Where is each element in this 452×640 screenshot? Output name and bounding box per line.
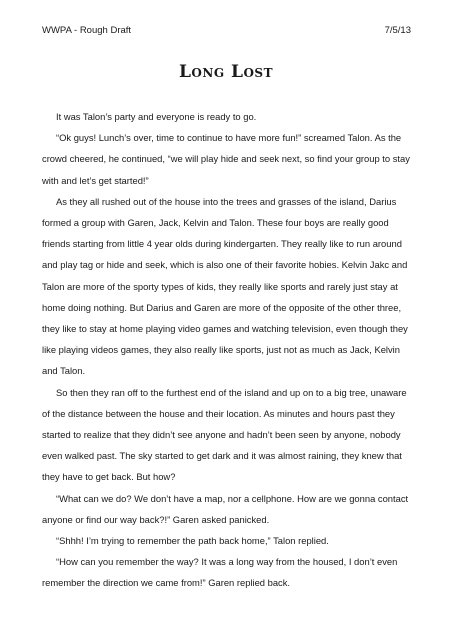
- header-document-label: WWPA - Rough Draft: [42, 25, 132, 36]
- paragraph-5: “What can we do? We don’t have a map, nor a cellphone. How are we gonna contact anyone or find our way back?!” Garen asked panicked.: [42, 492, 409, 525]
- paragraph-4: So then they ran off to the furthest end of the island and up on to a big tree, unaware of the distance between the house and their location. As minutes and hours past they started to realize that they didn’t see anyone and hadn’t been seen by anyone, nobody even walked past. The sky started to get dark and it was almost raining, they knew that they have to get back. But how?: [42, 386, 407, 483]
- story-title: Long Lost: [178, 62, 274, 82]
- header-date: 7/5/13: [384, 25, 411, 36]
- paragraph-6: “Shhh! I’m trying to remember the path back home,” Talon replied.: [56, 535, 329, 547]
- paragraph-1: It was Talon’s party and everyone is ready to go.: [56, 111, 257, 122]
- paragraph-7: “How can you remember the way? It was a long way from the housed, I don’t even remember the direction we came from!” Garen replied back.: [42, 556, 398, 589]
- paragraph-2: “Ok guys! Lunch’s over, time to continue to have more fun!” screamed Talon. As the crowd cheered, he continued, “we will play hide and seek next, so find your group to stay with and let’s get started!”: [42, 132, 410, 186]
- story-body: [42, 106, 414, 594]
- paragraph-3: As they all rushed out of the house into the trees and grasses of the island, Darius formed a group with Garen, Jack, Kelvin and Talon. These four boys are really good friends starting from little 4 year olds during kindergarten. They really like to run around and play tag or hide and seek, which is also one of their favorite hobies. Kelvin Jakc and Talon are more of the sporty types of kids, they really like sports and rarely just stay at home doing nothing. But Darius and Garen are more of the opposite of the other three, they like to stay at home playing video games and watching television, even though they like playing videos games, they also really like sports, just not as much as Jack, Kelvin and Talon.: [42, 195, 408, 377]
